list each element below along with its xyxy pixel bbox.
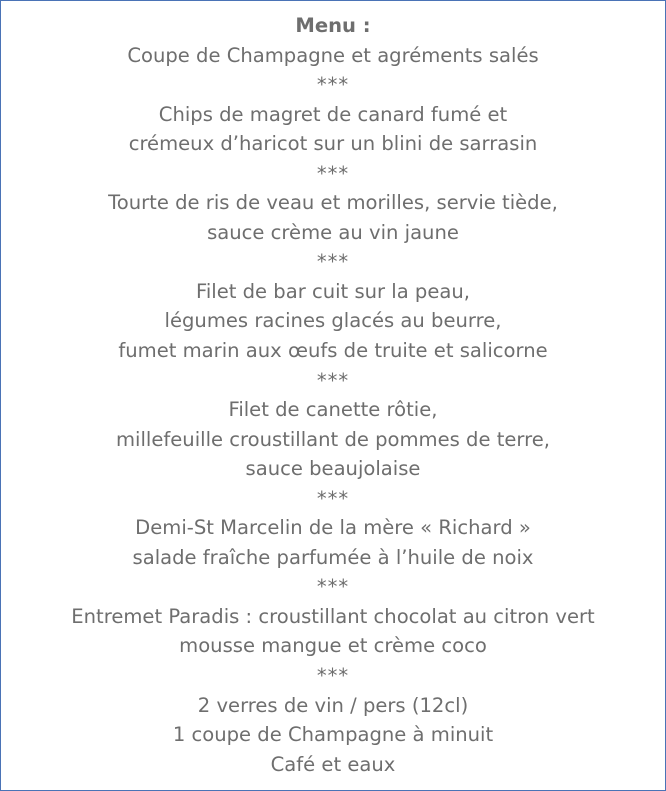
- menu-line-main-1: Filet de canette rôtie,: [228, 398, 438, 422]
- menu-separator: ***: [316, 575, 350, 599]
- menu-separator: ***: [316, 368, 350, 392]
- menu-line-main-2: millefeuille croustillant de pommes de terre,: [115, 427, 550, 451]
- menu-line-main-3: sauce beaujolaise: [245, 457, 421, 481]
- menu-separator: ***: [316, 664, 350, 688]
- menu-separator: ***: [316, 250, 350, 274]
- menu-line-cheese-2: salade fraîche parfumée à l’huile de noix: [132, 545, 534, 569]
- menu-line-fish-2: légumes racines glacés au beurre,: [164, 309, 502, 333]
- menu-text: [1, 11, 665, 779]
- menu-line-entree-2: sauce crème au vin jaune: [207, 220, 459, 244]
- menu-separator: ***: [316, 486, 350, 510]
- menu-line-cheese-1: Demi-St Marcelin de la mère « Richard »: [135, 516, 531, 540]
- menu-separator: ***: [316, 73, 350, 97]
- menu-line-starter-1: Chips de magret de canard fumé et: [158, 102, 508, 126]
- menu-line-dessert-2: mousse mangue et crème coco: [179, 634, 487, 658]
- menu-line-drinks-3: Café et eaux: [270, 752, 396, 776]
- menu-line-fish-3: fumet marin aux œufs de truite et salicorne: [118, 339, 548, 363]
- menu-line-drinks-2: 1 coupe de Champagne à minuit: [172, 723, 494, 747]
- menu-line-starter-2: crémeux d’haricot sur un blini de sarrasin: [128, 132, 538, 156]
- menu-title: Menu :: [295, 14, 371, 37]
- menu-line-drinks-1: 2 verres de vin / pers (12cl): [197, 693, 469, 717]
- menu-line-aperitif: Coupe de Champagne et agréments salés: [127, 43, 539, 67]
- menu-line-dessert-1: Entremet Paradis : croustillant chocolat au citron vert: [71, 604, 595, 628]
- menu-line-entree-1: Tourte de ris de veau et morilles, servie tiède,: [108, 191, 558, 215]
- menu-line-fish-1: Filet de bar cuit sur la peau,: [196, 279, 470, 303]
- menu-separator: ***: [316, 161, 350, 185]
